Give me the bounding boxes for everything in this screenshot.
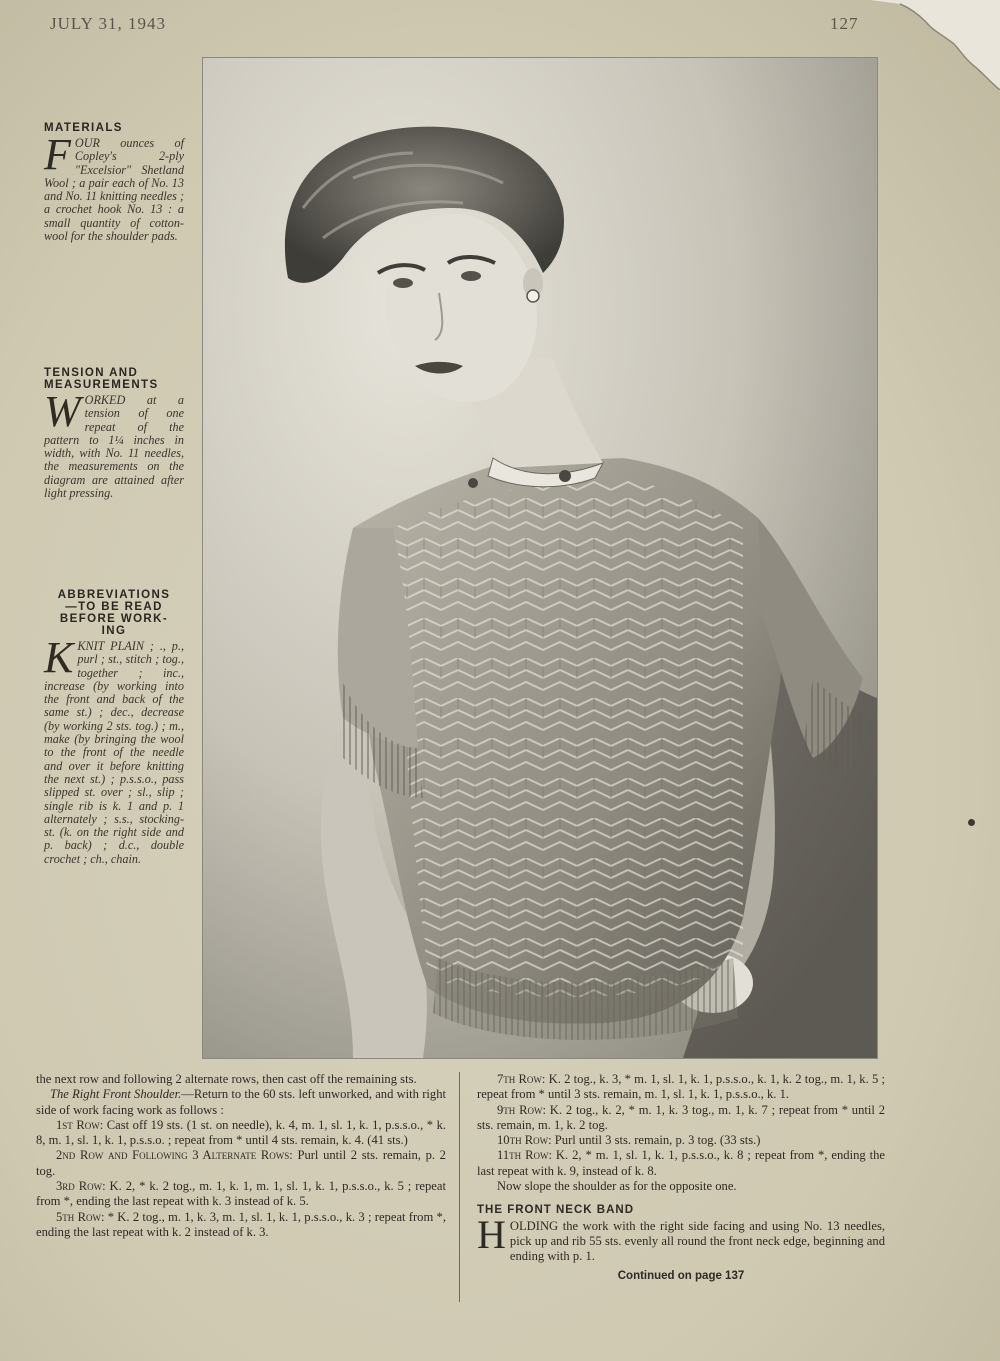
tension-section [44,367,184,500]
continued-link[interactable]: Continued on page 137 [617,1269,745,1282]
abbreviations-heading-line1: ABBREVIATIONS [57,589,171,601]
right-front-shoulder-title: The Right Front Shoulder. [50,1087,182,1102]
abbreviations-section [44,589,184,866]
abbreviations-heading-line3: BEFORE WORK- [59,613,169,625]
slope-instruction: Now slope the shoulder as for the opposite one. [497,1179,737,1194]
photo-illustration [203,58,877,1058]
page-mark [968,819,975,826]
materials-text [44,130,184,244]
abbreviations-body: KNIT PLAIN ; ., p., purl ; st., stitch ; tog., together ; inc., increase (by working into the front and back of the same st.) ; dec., decrease (by working 2 sts. tog.) ; m., make (by bringing the wool to the front of the needle and over it before knitting the next st.) ; p.s.s.o., pass slipped st. over ; sl., slip ; single rib is k. 1 and p. 1 alternately ; s.s., stocking-st. (k. on the right side and p. back) ; d.c., double crochet ; ch., chain. [44,639,184,866]
row-10: 10th Row: Purl until 3 sts. remain, p. 3 tog. (33 sts.) [497,1133,761,1148]
torn-corner [870,0,1000,90]
tension-dropcap: W [44,387,81,436]
abbreviations-heading-line2: —TO BE READ [65,601,163,613]
right-front-shoulder-paragraph: The Right Front Shoulder.—Return to the 60 sts. left unworked, and with right side of work facing work as follows : [36,1087,446,1117]
continuation-paragraph: the next row and following 2 alternate rows, then cast off the remaining sts. [36,1072,417,1086]
front-neck-band-heading: THE FRONT NECK BAND [477,1204,634,1217]
tension-heading-line2: MEASUREMENTS [44,379,159,391]
model-photograph [202,57,878,1059]
tension-body: ORKED at a tension of one repeat of the pattern to 1¼ inches in width, with No. 11 needles, the measurements on the diagram are attained after light pressing. [44,393,184,501]
row-2: 2nd Row and Following 3 Alternate Rows: Purl until 2 sts. remain, p. 2 tog. [36,1148,446,1178]
abbreviations-dropcap: K [44,633,74,682]
front-neck-band-dropcap: H [477,1211,506,1257]
materials-heading: MATERIALS [44,122,123,134]
issue-date: JULY 31, 1943 [50,14,166,33]
row-3: 3rd Row: K. 2, * k. 2 tog., m. 1, k. 1, m. 1, sl. 1, k. 1, p.s.s.o., k. 5 ; repeat from *, ending the last repeat with k. 3 instead of k. 5. [36,1179,446,1209]
row-1: 1st Row: Cast off 19 sts. (1 st. on needle), k. 4, m. 1, sl. 1, k. 1, p.s.s.o., * k. 8, m. 1, sl. 1, k. 1, p.s.s.o. ; repeat from * until 4 sts. remain, k. 4. (41 sts.) [36,1117,447,1148]
row-5: 5th Row: * K. 2 tog., m. 1, k. 3, m. 1, sl. 1, k. 1, p.s.s.o., k. 3 ; repeat from *, ending the last repeat with k. 2 instead of k. 3. [36,1209,446,1239]
front-neck-band-text: HOLDING the work with the right side facing and using No. 13 needles, pick up and rib 55 sts. evenly all round the front neck edge, beginning and ending with p. 1. [477,1211,885,1264]
instructions-right-column [477,1072,885,1284]
tension-heading-line1: TENSION AND [44,367,139,379]
abbreviations-heading-line4: ING [101,625,127,637]
materials-section [44,122,184,243]
materials-dropcap: F [44,130,71,179]
row-7: 7th Row: K. 2 tog., k. 3, * m. 1, sl. 1, k. 1, p.s.s.o., k. 1, k. 2 tog., m. 1, k. 5 ; repeat from * until 3 sts. remain, m. 1, sl. 1, k. 1, p.s.s.o., k. 1. [477,1072,885,1102]
materials-body: OUR ounces of Copley's 2-ply "Excelsior" Shetland Wool ; a pair each of No. 13 and No. 11 knitting needles ; a crochet hook No. 13 : a small quantity of cotton-wool for the shoulder pads. [44,136,184,244]
row-11: 11th Row: K. 2, * m. 1, sl. 1, k. 1, p.s.s.o., k. 8 ; repeat from *, ending the last repeat with k. 9, instead of k. 8. [477,1148,885,1178]
abbreviations-text [44,633,184,866]
row-9: 9th Row: K. 2 tog., k. 2, * m. 1, k. 3 tog., m. 1, k. 7 ; repeat from * until 2 sts. remain, m. 1, k. 2 tog. [477,1102,886,1132]
column-divider [459,1072,460,1302]
page-number: 127 [830,14,859,33]
instructions-left-column [36,1072,446,1240]
tension-text [44,387,184,501]
